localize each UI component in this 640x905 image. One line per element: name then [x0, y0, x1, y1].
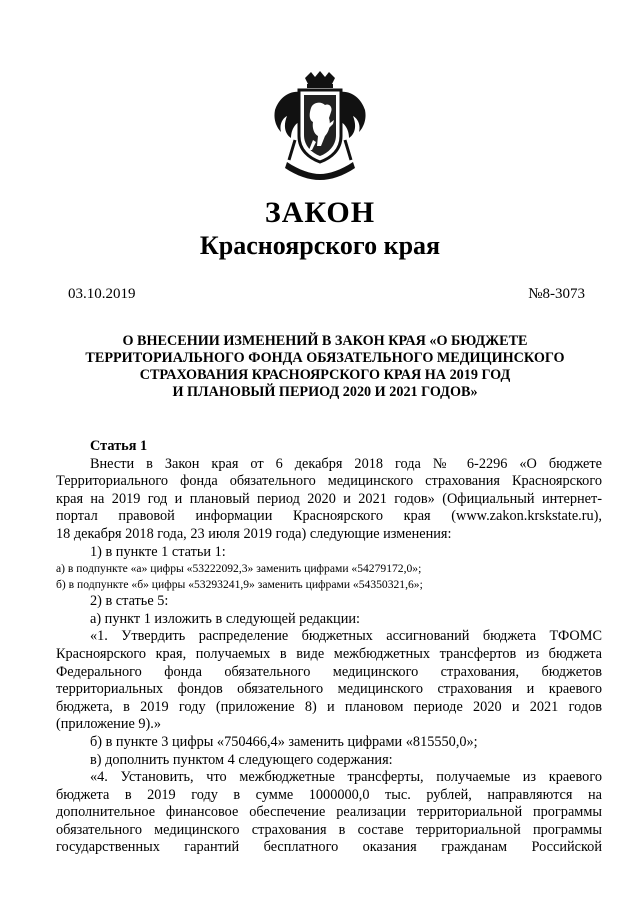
- document-title: ЗАКОН: [264, 196, 376, 229]
- body-line: 1) в пункте 1 статьи 1:: [90, 543, 226, 560]
- body-line: бюджета в 2019 году в сумме 1000000,0 тыс. рублей, направляются на: [56, 786, 602, 803]
- document-number: №8-3073: [528, 286, 585, 302]
- body-line: Внести в Закон края от 6 декабря 2018 года № 6-2296 «О бюджете: [90, 455, 602, 472]
- body-line: Красноярского края, получаемых в виде межбюджетных трансфертов из бюджета: [56, 645, 602, 662]
- body-line: а) в подпункте «а» цифры «53222092,3» заменить цифрами «54279172,0»;: [56, 562, 422, 576]
- article-title: Статья 1: [90, 438, 148, 454]
- body-line: в) дополнить пунктом 4 следующего содержания:: [90, 751, 393, 768]
- document-subtitle: Красноярского края: [199, 231, 441, 260]
- article-body: [56, 438, 602, 857]
- body-line: Федерального фонда обязательного медицинского страхования, бюджетов: [56, 663, 602, 680]
- body-line: а) пункт 1 изложить в следующей редакции:: [90, 610, 360, 627]
- body-line: б) в подпункте «б» цифры «53293241,9» заменить цифрами «54350321,6»;: [56, 578, 423, 592]
- law-heading-line: И ПЛАНОВЫЙ ПЕРИОД 2020 И 2021 ГОДОВ»: [172, 384, 478, 400]
- coat-of-arms-emblem: [271, 70, 369, 182]
- body-line: обязательного медицинского страхования в составе территориальной программы: [56, 821, 602, 838]
- body-line: дополнительное финансовое обеспечение реализации территориальной программы: [56, 804, 602, 821]
- document-date: 03.10.2019: [68, 286, 136, 302]
- body-line: (приложение 9).»: [56, 716, 162, 733]
- body-line: территориальных фондов обязательного медицинского страхования и краевого: [56, 681, 602, 698]
- body-line: края на 2019 год и плановый период 2020 и 2021 годов» (Официальный интернет-: [56, 490, 602, 507]
- body-line: «4. Установить, что межбюджетные трансферты, получаемые из краевого: [90, 769, 602, 786]
- law-heading-line: ТЕРРИТОРИАЛЬНОГО ФОНДА ОБЯЗАТЕЛЬНОГО МЕДИЦИНСКОГО: [85, 350, 565, 366]
- body-line: бюджета, в 2019 году (приложение 8) и плановом периоде 2020 и 2021 годов: [56, 698, 602, 715]
- body-line: б) в пункте 3 цифры «750466,4» заменить цифрами «815550,0»;: [90, 733, 478, 750]
- law-heading-line: СТРАХОВАНИЯ КРАСНОЯРСКОГО КРАЯ НА 2019 ГОД: [139, 367, 511, 383]
- law-heading: [60, 333, 590, 401]
- body-line: «1. Утвердить распределение бюджетных ассигнований бюджета ТФОМС: [90, 628, 602, 645]
- body-line: государственных гарантий бесплатного оказания гражданам Российской: [56, 839, 602, 856]
- body-line: Территориального фонда обязательного медицинского страхования Красноярского: [56, 473, 602, 490]
- law-heading-line: О ВНЕСЕНИИ ИЗМЕНЕНИЙ В ЗАКОН КРАЯ «О БЮДЖЕТЕ: [122, 333, 528, 349]
- body-line: 18 декабря 2018 года, 23 июля 2019 года) следующие изменения:: [56, 525, 452, 542]
- body-line: 2) в статье 5:: [90, 593, 169, 610]
- body-line: портал правовой информации Красноярского края (www.zakon.krskstate.ru),: [56, 508, 602, 525]
